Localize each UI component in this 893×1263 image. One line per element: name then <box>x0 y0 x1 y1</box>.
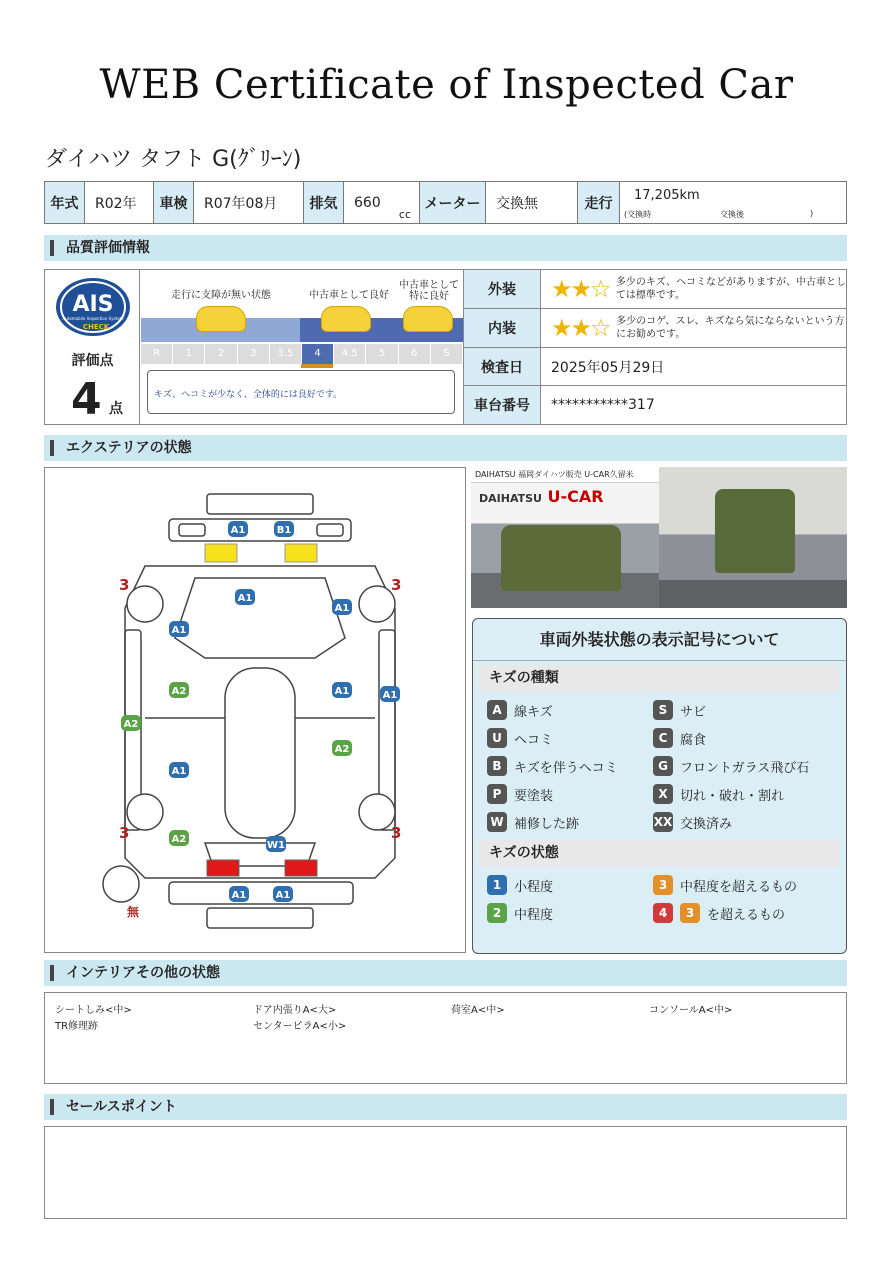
scale-caption-1: 走行に支障が無い状態 <box>171 290 271 301</box>
legend-kind-item <box>653 812 819 832</box>
car-name: ダイハツ タフト G(ｸﾞﾘｰﾝ) <box>45 147 302 172</box>
legend-state-badge: 4 <box>653 903 673 923</box>
dealer-logo: DAIHATSU U-CAR <box>479 487 604 506</box>
interior-rating-note: 多少のコゲ、スレ、キズなら気にならないという方にお勧めです。 <box>616 316 845 340</box>
legend-code-badge: P <box>487 784 507 804</box>
tire-mark-front-left: 3 <box>119 576 130 594</box>
legend-state-label: 中程度を超えるもの <box>680 879 798 895</box>
dealer-banner: DAIHATSU 福岡ダイハツ販売 U-CAR久留米 <box>471 467 659 483</box>
chassis-number-value: ***********317 <box>551 397 655 413</box>
interior-item: コンソールA<中> <box>649 1005 733 1016</box>
inspection-date-row <box>463 348 847 386</box>
quality-panel <box>44 269 847 425</box>
legend-kind-item <box>487 700 653 720</box>
legend-kind-label: 補修した跡 <box>514 816 580 832</box>
badge-hood <box>235 589 255 605</box>
badge-right-rear-door <box>332 740 352 756</box>
svg-text:A1: A1 <box>382 690 398 701</box>
legend-kind-label: 線キズ <box>514 704 553 720</box>
symbol-legend <box>472 618 847 954</box>
displacement-value: 660 <box>354 194 381 211</box>
tire-mark-rear-left: 3 <box>119 824 130 842</box>
badge-rear-bumper-2 <box>273 886 293 902</box>
chassis-number-row <box>463 386 847 424</box>
selected-step-marker <box>301 364 333 368</box>
tire-mark-front-right: 3 <box>391 576 402 594</box>
car-illustration-2 <box>321 306 371 332</box>
svg-text:A1: A1 <box>171 625 187 636</box>
interior-item: TR修理跡 <box>55 1021 99 1032</box>
legend-state-item <box>487 903 653 923</box>
car-illustration-1 <box>196 306 246 332</box>
inspection-date-value: 2025年05月29日 <box>551 359 665 376</box>
legend-kind-label: フロントガラス飛び石 <box>680 760 810 776</box>
year-value: R02年 <box>85 182 154 223</box>
interior-item: シートしみ<中> <box>55 1005 132 1016</box>
rear-bumper-outline <box>169 882 353 904</box>
score-step: 2 <box>205 344 237 364</box>
svg-text:A2: A2 <box>334 744 350 755</box>
legend-kinds-title: キズの種類 <box>479 665 840 692</box>
sales-section-header: セールスポイント <box>44 1094 847 1120</box>
tire-mark-rear-right: 3 <box>391 824 402 842</box>
sales-point-box <box>44 1126 847 1219</box>
score-unit: 点 <box>109 401 123 417</box>
body-outline <box>125 566 395 878</box>
score-step: 6 <box>399 344 431 364</box>
legend-kind-item <box>653 700 819 720</box>
legend-title: 車両外装状態の表示記号について <box>473 619 846 661</box>
car-body-diagram <box>45 468 465 952</box>
inspection-label: 車検 <box>154 182 194 223</box>
legend-kind-label: 要塗装 <box>514 788 554 804</box>
badge-front-right-fender <box>332 599 352 615</box>
svg-text:A1: A1 <box>171 766 187 777</box>
legend-kind-label: 腐食 <box>680 732 707 748</box>
ais-logo-sub: Automobile Inspection System <box>62 316 124 321</box>
exterior-rating-row <box>463 270 847 309</box>
damage-diagram <box>44 467 466 953</box>
score-step: 4.5 <box>334 344 366 364</box>
legend-kind-label: サビ <box>680 704 707 720</box>
badge-right-step <box>380 686 400 702</box>
legend-kind-item <box>653 784 819 804</box>
exterior-rating-note: 多少のキズ、ヘコミなどがありますが、中古車としては標準です。 <box>615 277 846 301</box>
quality-detail-grid <box>463 270 847 424</box>
score-step: R <box>141 344 173 364</box>
interior-item: センターピラA<小> <box>253 1021 347 1032</box>
score-steps <box>141 344 463 364</box>
mileage-value: 17,205km <box>634 188 700 203</box>
mileage-sub-close: ) <box>810 209 814 218</box>
legend-code-badge: S <box>653 700 673 720</box>
interior-item: 荷室A<中> <box>451 1005 505 1016</box>
score-step: 4 <box>302 344 334 364</box>
badge-front-left-fender <box>169 621 189 637</box>
inspection-value: R07年08月 <box>194 182 304 223</box>
badge-rear-bumper-1 <box>229 886 249 902</box>
legend-state-label: 中程度 <box>514 907 554 923</box>
legend-kind-item <box>653 728 819 748</box>
svg-text:A2: A2 <box>171 834 187 845</box>
legend-code-badge: X <box>653 784 673 804</box>
spare-tire-mark: 無 <box>127 905 140 919</box>
svg-text:A1: A1 <box>237 593 253 604</box>
legend-state-item <box>487 875 653 895</box>
legend-state-item <box>653 875 819 895</box>
quality-section-header: 品質評価情報 <box>44 235 847 261</box>
interior-conditions <box>44 992 847 1084</box>
svg-text:A1: A1 <box>231 890 247 901</box>
car-body-shape-1 <box>501 525 621 591</box>
chassis-number-label: 車台番号 <box>463 386 541 424</box>
car-photo-front[interactable] <box>659 467 847 608</box>
svg-text:A1: A1 <box>334 603 350 614</box>
legend-state-badge: 2 <box>487 903 507 923</box>
badge-front-bumper-1 <box>228 521 248 537</box>
svg-text:A2: A2 <box>171 686 187 697</box>
legend-kind-label: 切れ・破れ・割れ <box>680 788 785 804</box>
ais-check-text: CHECK <box>82 323 110 331</box>
mileage-sub-after: 交換後 <box>720 210 744 219</box>
legend-kind-label: キズを伴うヘコミ <box>514 760 618 776</box>
exterior-rating-label: 外装 <box>463 270 541 308</box>
score-step: 3 <box>238 344 270 364</box>
ais-logo <box>54 276 132 338</box>
badge-back-door <box>266 836 286 852</box>
svg-text:A2: A2 <box>123 719 139 730</box>
score-comment: キズ、ヘコミが少なく、全体的には良好です。 <box>147 370 455 414</box>
taillight-left <box>207 860 239 876</box>
displacement-cell <box>344 182 420 223</box>
badge-left-rear-fender <box>169 830 189 846</box>
legend-kind-item <box>487 784 653 804</box>
exterior-section-header: エクステリアの状態 <box>44 435 847 461</box>
legend-kinds-grid <box>473 692 846 840</box>
displacement-label: 排気 <box>304 182 344 223</box>
legend-state-title: キズの状態 <box>479 840 840 867</box>
badge-left-front-door <box>169 682 189 698</box>
legend-state-badge: 3 <box>653 875 673 895</box>
legend-kind-item <box>487 756 653 776</box>
interior-rating-row <box>463 309 847 348</box>
legend-kind-item <box>487 812 653 832</box>
score-step: 3.5 <box>270 344 302 364</box>
legend-code-badge: XX <box>653 812 673 832</box>
score-step: S <box>431 344 463 364</box>
svg-text:A1: A1 <box>334 686 350 697</box>
mileage-label: 走行 <box>578 182 620 223</box>
legend-state-item <box>653 903 819 923</box>
legend-kind-label: 交換済み <box>680 816 733 832</box>
exterior-star-rating: ★★☆ <box>551 275 610 303</box>
legend-state-label: を超えるもの <box>707 907 786 923</box>
legend-kind-label: ヘコミ <box>514 732 554 748</box>
legend-state-grid <box>473 867 846 931</box>
car-photo-front-angle[interactable] <box>471 467 659 608</box>
headlight-left <box>205 544 237 562</box>
interior-rating-label: 内装 <box>463 309 541 347</box>
scale-caption-3: 中古車として特に良好 <box>399 280 459 302</box>
car-illustration-3 <box>403 306 453 332</box>
interior-section-header: インテリアその他の状態 <box>44 960 847 986</box>
legend-kind-item <box>487 728 653 748</box>
scale-caption-2: 中古車として良好 <box>309 290 389 301</box>
mileage-cell <box>620 182 846 223</box>
mileage-sub-before: (交換時 <box>624 210 652 219</box>
inspection-date-label: 検査日 <box>463 348 541 385</box>
svg-text:B1: B1 <box>276 525 292 536</box>
score-step: 5 <box>366 344 398 364</box>
car-photos <box>471 467 847 608</box>
legend-code-badge: A <box>487 700 507 720</box>
legend-code-badge: C <box>653 728 673 748</box>
page-title: WEB Certificate of Inspected Car <box>99 62 794 108</box>
badge-right-front-door <box>332 682 352 698</box>
car-body-shape-2 <box>715 489 795 573</box>
ais-score-box <box>45 270 140 424</box>
interior-star-rating: ★★☆ <box>551 314 610 342</box>
front-plate-outline <box>207 494 313 514</box>
legend-state-label: 小程度 <box>514 879 554 895</box>
badge-left-step <box>121 715 141 731</box>
badge-left-rear-door <box>169 762 189 778</box>
legend-state-badge: 1 <box>487 875 507 895</box>
meter-label: メーター <box>420 182 486 223</box>
badge-front-bumper-2 <box>274 521 294 537</box>
displacement-unit: cc <box>398 208 411 221</box>
meter-value: 交換無 <box>486 182 578 223</box>
score-label: 評価点 <box>71 353 114 369</box>
score-value: 4 <box>71 374 102 425</box>
legend-code-badge: W <box>487 812 507 832</box>
year-label: 年式 <box>45 182 85 223</box>
legend-kind-item <box>653 756 819 776</box>
legend-code-badge: G <box>653 756 673 776</box>
score-scale <box>141 270 463 424</box>
legend-state-badge-secondary: 3 <box>680 903 700 923</box>
ais-logo-text: AIS <box>72 292 114 317</box>
spec-table <box>44 181 847 224</box>
svg-text:A1: A1 <box>275 890 291 901</box>
headlight-right <box>285 544 317 562</box>
legend-code-badge: U <box>487 728 507 748</box>
svg-text:W1: W1 <box>267 840 285 851</box>
legend-code-badge: B <box>487 756 507 776</box>
svg-text:A1: A1 <box>230 525 246 536</box>
roof-outline <box>225 668 295 838</box>
interior-item: ドア内張りA<大> <box>253 1005 337 1016</box>
taillight-right <box>285 860 317 876</box>
score-step: 1 <box>173 344 205 364</box>
front-bumper-outline <box>169 519 351 541</box>
